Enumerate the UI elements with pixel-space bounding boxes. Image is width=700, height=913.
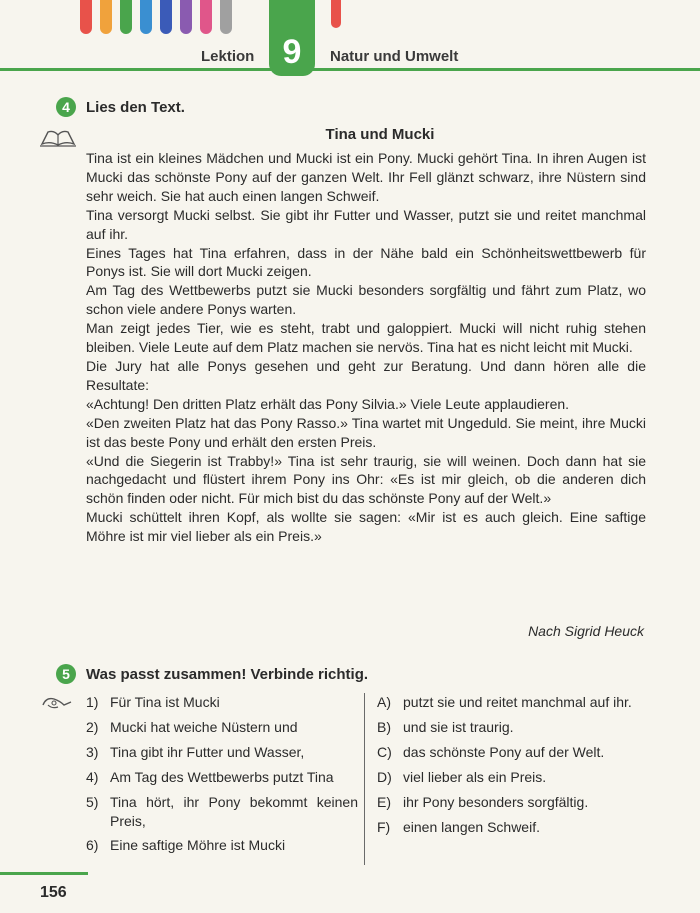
footer-rule	[0, 872, 88, 875]
exercise-number-badge: 5	[56, 664, 76, 684]
page-number: 156	[40, 884, 67, 901]
lesson-number: 9	[282, 33, 302, 71]
unit-title: Natur und Umwelt	[330, 48, 459, 65]
match-item-left	[86, 743, 358, 762]
match-item-right	[377, 718, 647, 737]
match-right-column	[377, 693, 647, 842]
match-item-right	[377, 768, 647, 787]
item-text: das schönste Pony auf der Welt.	[403, 743, 605, 760]
item-text: einen langen Schweif.	[403, 818, 540, 835]
column-divider	[364, 693, 365, 865]
item-letter: E)	[377, 793, 391, 810]
story-source: Nach Sigrid Heuck	[528, 623, 644, 639]
exercise-number-badge: 4	[56, 97, 76, 117]
lesson-label: Lektion	[201, 48, 255, 65]
story-paragraph: «Achtung! Den dritten Platz erhält das Pony Silvia.» Viele Leute applaudieren.	[86, 395, 570, 412]
story-paragraph: Am Tag des Wettbewerbs putzt sie Mucki besonders sorgfältig und fährt zum Platz, wo schon viele andere Ponys warten.	[86, 282, 646, 318]
item-number: 4)	[86, 768, 99, 785]
match-item-left	[86, 768, 358, 787]
color-stripe	[140, 0, 152, 34]
item-number: 3)	[86, 743, 99, 760]
item-text: putzt sie und reitet manchmal auf ihr.	[403, 694, 632, 710]
match-left-column	[86, 693, 358, 861]
color-stripe	[180, 0, 192, 34]
story-title: Tina und Mucki	[325, 126, 435, 143]
color-stripes	[80, 0, 232, 36]
match-item-left	[86, 836, 358, 855]
item-letter: C)	[377, 743, 392, 760]
color-stripe	[120, 0, 132, 34]
item-text: Eine saftige Möhre ist Mucki	[110, 837, 286, 854]
story-paragraph: Eines Tages hat Tina erfahren, dass in der Nähe bald ein Schönheitswettbewerb für Ponys ist. Sie will dort Mucki zeigen.	[86, 244, 646, 280]
item-text: ihr Pony besonders sorgfältig.	[403, 793, 589, 810]
story-paragraph: Die Jury hat alle Ponys gesehen und geht zur Beratung. Und dann hören alle die Resultate:	[86, 357, 646, 393]
exercise-instruction: Was passt zusammen! Verbinde richtig.	[86, 665, 369, 683]
story-paragraph: «Den zweiten Platz hat das Pony Rasso.» Tina wartet mit Ungeduld. Sie meint, ihre Mucki ist das beste Pony und erhält den ersten Preis.	[86, 414, 646, 450]
match-item-right	[377, 743, 647, 762]
item-number: 6)	[86, 837, 99, 854]
color-stripe	[160, 0, 172, 34]
item-number: 2)	[86, 718, 99, 735]
exercise-4-heading	[56, 97, 185, 117]
match-item-left	[86, 793, 358, 831]
exercise-5-heading	[56, 664, 368, 684]
exercise-instruction: Lies den Text.	[86, 98, 185, 116]
match-item-right	[377, 693, 647, 712]
story-paragraph: «Und die Siegerin ist Trabby!» Tina ist sehr traurig, sie will weinen. Doch dann hat sie nachgedacht und flüstert ihrem Pony ins Ohr: «Es ist mir gleich, ob die anderen dich schön finden oder nicht. Für mich bist du das schönste Pony auf der Welt.»	[86, 452, 646, 507]
color-stripe	[80, 0, 92, 34]
header-rule	[0, 68, 700, 71]
story-paragraph: Tina ist ein kleines Mädchen und Mucki ist ein Pony. Mucki gehört Tina. In ihren Augen ist Mucki das schönste Pony auf der ganzen Welt. Ihr Fell glänzt schwarz, ihre Nüstern sind sehr weich. Sie hat auch einen langen Schweif.	[86, 150, 646, 204]
item-text: Tina gibt ihr Futter und Wasser,	[110, 743, 305, 760]
match-item-right	[377, 793, 647, 812]
item-text: Mucki hat weiche Nüstern und	[110, 718, 298, 735]
item-text: Am Tag des Wettbewerbs putzt Tina	[110, 768, 334, 785]
item-letter: D)	[377, 768, 392, 785]
color-stripe	[200, 0, 212, 34]
color-stripe	[100, 0, 112, 34]
item-number: 5)	[86, 793, 99, 810]
item-text: viel lieber als ein Preis.	[403, 768, 547, 785]
pen-hand-icon	[40, 693, 74, 718]
item-letter: B)	[377, 718, 391, 735]
item-text: Für Tina ist Mucki	[110, 694, 220, 710]
match-item-right	[377, 818, 647, 837]
item-text: und sie ist traurig.	[403, 718, 514, 735]
item-text: Tina hört, ihr Pony bekommt keinen Preis,	[110, 793, 358, 829]
story-paragraph: Mucki schüttelt ihren Kopf, als wollte sie sagen: «Mir ist es auch gleich. Eine saftige Möhre ist mir viel lieber als ein Preis.»	[86, 509, 646, 545]
story-paragraph: Man zeigt jedes Tier, wie es steht, trabt und galoppiert. Mucki will nicht ruhig stehen bleiben. Viele Leute auf dem Platz machen sie nervös. Tina hat es nicht leicht mit Mucki.	[86, 320, 646, 356]
story-text	[86, 149, 646, 546]
lesson-number-badge	[269, 0, 315, 76]
item-letter: F)	[377, 818, 391, 835]
story-paragraph: Tina versorgt Mucki selbst. Sie gibt ihr Futter und Wasser, putzt sie und reitet manchmal auf ihr.	[86, 206, 646, 242]
item-letter: A)	[377, 694, 391, 710]
color-stripe	[220, 0, 232, 34]
item-number: 1)	[86, 694, 99, 710]
match-item-left	[86, 693, 358, 712]
color-stripe-accent	[331, 0, 341, 28]
match-item-left	[86, 718, 358, 737]
